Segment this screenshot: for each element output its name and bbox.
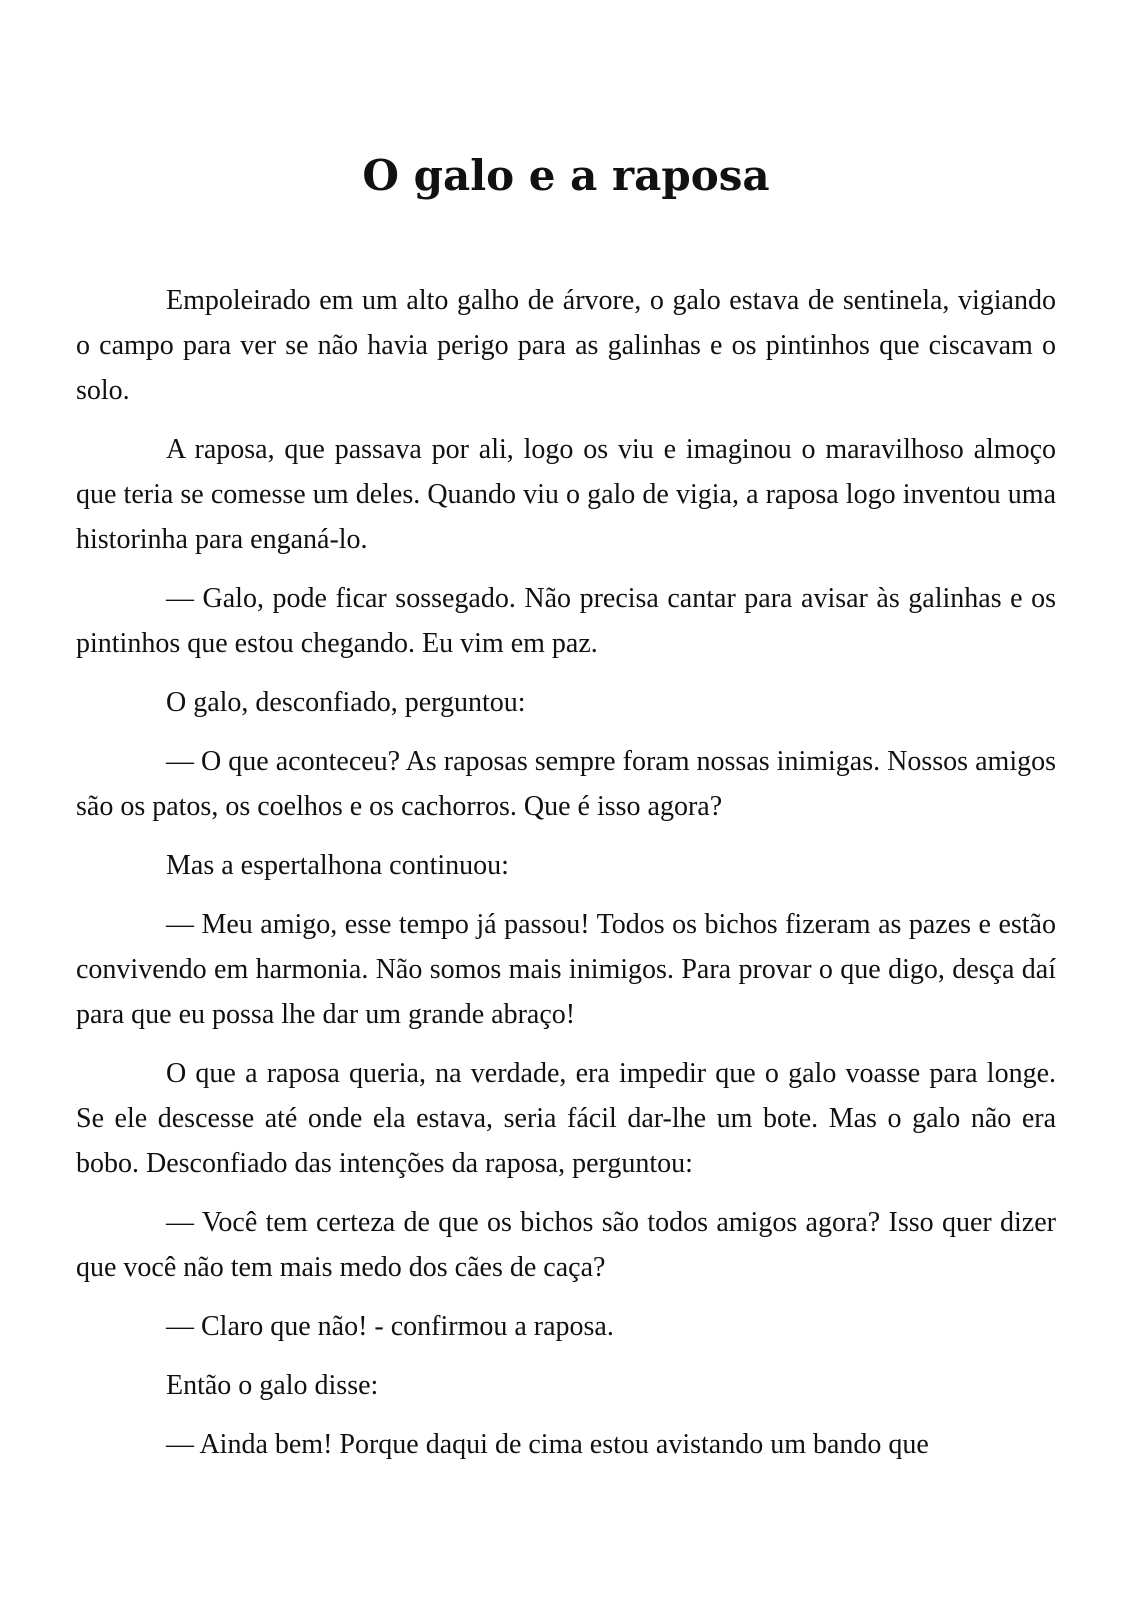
paragraph: — Ainda bem! Porque daqui de cima estou avistando um bando que	[166, 1429, 929, 1460]
page-title: O galo e a raposa	[362, 151, 770, 200]
paragraph: — Meu amigo, esse tempo já passou! Todos os bichos fizeram as pazes e estão convivendo em harmonia. Não somos mais inimigos. Para provar o que digo, desça daí para que eu possa lhe dar um grande abraço!	[76, 909, 1056, 1030]
paragraph: O que a raposa queria, na verdade, era impedir que o galo voasse para longe. Se ele descesse até onde ela estava, seria fácil dar-lhe um bote. Mas o galo não era bobo. Desconfiado das intenções da raposa, perguntou:	[76, 1058, 1056, 1179]
paragraph: Empoleirado em um alto galho de árvore, o galo estava de sentinela, vigiando o campo para ver se não havia perigo para as galinhas e os pintinhos que ciscavam o solo.	[76, 285, 1056, 406]
story-body	[76, 278, 1056, 1481]
paragraph: — Claro que não! - confirmou a raposa.	[166, 1311, 614, 1342]
document-page	[76, 0, 1056, 1600]
paragraph: Então o galo disse:	[166, 1370, 379, 1401]
paragraph: — O que aconteceu? As raposas sempre foram nossas inimigas. Nossos amigos são os patos, os coelhos e os cachorros. Que é isso agora?	[76, 746, 1056, 822]
paragraph: — Você tem certeza de que os bichos são todos amigos agora? Isso quer dizer que você não tem mais medo dos cães de caça?	[76, 1207, 1056, 1283]
paragraph: Mas a espertalhona continuou:	[166, 850, 509, 881]
paragraph: — Galo, pode ficar sossegado. Não precisa cantar para avisar às galinhas e os pintinhos que estou chegando. Eu vim em paz.	[76, 583, 1056, 659]
paragraph: O galo, desconfiado, perguntou:	[166, 687, 526, 718]
paragraph: A raposa, que passava por ali, logo os viu e imaginou o maravilhoso almoço que teria se comesse um deles. Quando viu o galo de vigia, a raposa logo inventou uma historinha para enganá-lo.	[76, 434, 1056, 555]
